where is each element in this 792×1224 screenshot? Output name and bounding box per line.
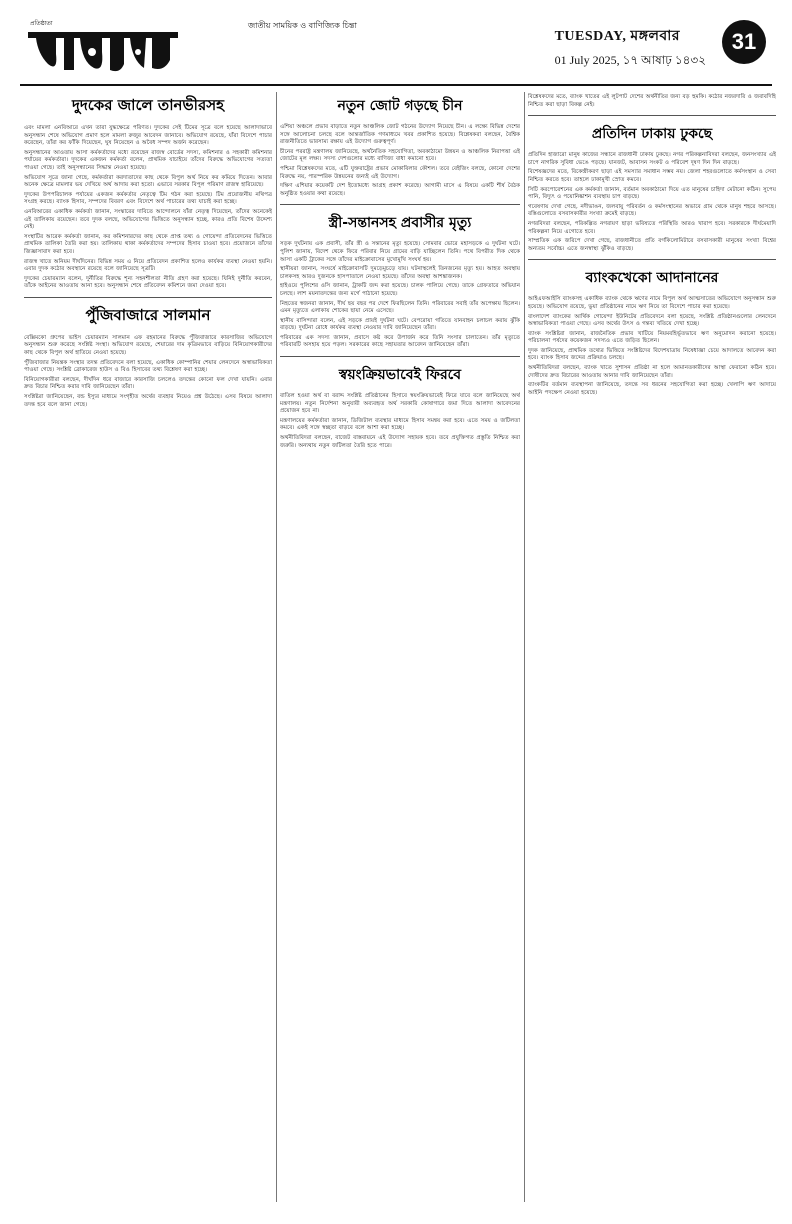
masthead <box>28 18 766 82</box>
dateline-day: TUESDAY, মঙ্গলবার <box>554 29 680 44</box>
newspaper-logo <box>28 18 188 80</box>
paragraph: আইএফআইসি ব্যাংকসহ একাধিক ব্যাংক থেকে ঋণের নামে বিপুল অর্থ আত্মসাতের অভিযোগে অনুসন্ধান শুরু হয়েছে। অভিযোগ রয়েছে, ভুয়া প্রতিষ্ঠানের নামে ঋণ নিয়ে তা বিদেশে পাচার করা হয়েছে। <box>528 296 776 310</box>
paragraph: সংস্থাটির আরেক কর্মকর্তা জানান, কর কমিশনারদের কাছ থেকে প্রাপ্ত তথ্য ও গোয়েন্দা প্রতিবেদনের ভিত্তিতে প্রাথমিক তালিকা তৈরি করা হয়। তালিকায় থাকা কর্মকর্তাদের সম্পদের হিসাব চাওয়া হবে। প্রয়োজনে তাঁদের জিজ্ঞাসাবাদ করা হবে। <box>24 233 272 255</box>
article-headline: প্রতিদিন ঢাকায় ঢুকছে <box>591 126 713 143</box>
paragraph: রাজস্ব খাতে অনিয়ম দীর্ঘদিনের। বিভিন্ন সময় এ নিয়ে প্রতিবেদন প্রকাশিত হলেও কার্যকর ব্যবস্থা নেওয়া হয়নি। এবার দুদক কঠোর অবস্থানে রয়েছে বলে জানিয়েছে সূত্রটি। <box>24 258 272 273</box>
article-headline: স্বয়ংক্রিয়ভাবেই ফিরবে <box>338 367 462 384</box>
paragraph: চীনের পররাষ্ট্র মন্ত্রণালয় জানিয়েছে, অর্থনৈতিক সহযোগিতা, অবকাঠামো উন্নয়ন ও আঞ্চলিক নিরাপত্তা এই জোটের মূল লক্ষ্য। সদস্য দেশগুলোর মধ্যে বাণিজ্য বাধা কমানো হবে। <box>280 148 520 163</box>
article-headline: দুদকের জালে তানভীরসহ <box>71 96 225 114</box>
paragraph: বাতিল হওয়া অর্থ বা বরাদ্দ সংশ্লিষ্ট প্রতিষ্ঠানের হিসাবে স্বয়ংক্রিয়ভাবেই ফিরে যাবে বলে জানিয়েছে অর্থ মন্ত্রণালয়। নতুন নির্দেশনা অনুযায়ী অব্যবহৃত অর্থ সরকারি কোষাগারে জমা দিতে আলাদা আবেদনের প্রয়োজন হবে না। <box>280 393 520 415</box>
article-headline: নতুন জোট গড়ছে চীন <box>337 98 463 114</box>
column-middle <box>280 90 520 1210</box>
paragraph: সাম্প্রতিক এক জরিপে দেখা গেছে, রাজধানীতে প্রতি বর্গকিলোমিটারে বসবাসকারী মানুষের সংখ্যা বিশ্বের অন্যতম সর্বোচ্চ। এতে জনস্বাস্থ্য ঝুঁকিও বাড়ছে। <box>528 238 776 252</box>
paragraph: পরিবারের এক সদস্য জানান, প্রবাসে কষ্ট করে উপার্জন করে তিনি সংসার চালাতেন। তাঁর মৃত্যুতে পরিবারটি অসহায় হয়ে পড়ল। সরকারের কাছে সহায়তার আবেদন জানিয়েছেন তাঁরা। <box>280 334 520 349</box>
paragraph: বিশ্লেষকদের মতে, ব্যাংক খাতের এই লুটপাট দেশের অর্থনীতির জন্য বড় হুমকি। কঠোর নজরদারি ও জবাবদিহি নিশ্চিত করা ছাড়া বিকল্প নেই। <box>528 94 776 108</box>
paragraph: বিশেষজ্ঞদের মতে, বিকেন্দ্রীকরণ ছাড়া এই সমস্যার সমাধান সম্ভব নয়। জেলা শহরগুলোতে কর্মসংস্থান ও সেবা নিশ্চিত করতে হবে। তাহলে ঢাকামুখী স্রোত কমবে। <box>528 169 776 183</box>
article-body <box>280 241 520 350</box>
article-body <box>528 94 776 109</box>
paragraph: পুঁজিবাজার নিয়ন্ত্রক সংস্থার তদন্ত প্রতিবেদনে বলা হয়েছে, একাধিক কোম্পানির শেয়ার লেনদেনে অস্বাভাবিকতা পাওয়া গেছে। সংশ্লিষ্ট ব্রোকারেজ হাউস ও বিও হিসাবের তথ্য বিশ্লেষণ করা হচ্ছে। <box>24 359 272 374</box>
paragraph: গবেষণায় দেখা গেছে, নদীভাঙন, জলবায়ু পরিবর্তন ও কর্মসংস্থানের অভাবে গ্রাম থেকে মানুষ শহরে আসছে। বস্তিগুলোতে বসবাসকারীর সংখ্যা ক্রমেই বাড়ছে। <box>528 203 776 218</box>
article-body <box>24 125 272 291</box>
established-label: প্রতিষ্ঠাতা <box>30 20 53 27</box>
paragraph: বেক্সিমকো গ্রুপের ভাইস চেয়ারম্যান সালমান এফ রহমানের বিরুদ্ধে পুঁজিবাজারে কারসাজির অভিযোগে অনুসন্ধান শুরু করেছে সংশ্লিষ্ট সংস্থা। অভিযোগ রয়েছে, শেয়ারের দাম কৃত্রিমভাবে বাড়িয়ে বিনিয়োগকারীদের কাছ থেকে বিপুল অর্থ হাতিয়ে নেওয়া হয়েছে। <box>24 334 272 357</box>
paragraph: বিনিয়োগকারীরা বলছেন, দীর্ঘদিন ধরে বাজারে কারসাজি চললেও তদন্তের কোনো ফল দেখা যায়নি। এবার দ্রুত বিচার নিশ্চিত করার দাবি জানিয়েছেন তাঁরা। <box>24 376 272 391</box>
dateline-date: 01 July 2025, ১৭ আষাঢ় ১৪৩২ <box>554 53 706 67</box>
article-headline: পুঁজিবাজারে সালমান <box>85 305 211 324</box>
paragraph: অভিযোগ সূত্রে জানা গেছে, কর্মকর্তারা করদাতাদের কাছ থেকে বিপুল অর্থ নিয়ে কর কমিয়ে দিতেন। আবার অনেক ক্ষেত্রে মামলার ভয় দেখিয়ে অর্থ আদায় করা হতো। এভাবে সরকার বিপুল পরিমাণ রাজস্ব হারিয়েছে। <box>24 174 272 189</box>
paragraph: অর্থনীতিবিদরা বলছেন, বাজেট বাস্তবায়নে এই উদ্যোগ সহায়ক হবে। তবে প্রযুক্তিগত প্রস্তুতি নিশ্চিত করা জরুরি। অন্যথায় নতুন জটিলতা তৈরি হতে পারে। <box>280 435 520 449</box>
paragraph: ব্যাংকটির বর্তমান ব্যবস্থাপনা জানিয়েছে, তদন্তে সব ধরনের সহযোগিতা করা হচ্ছে। খেলাপি ঋণ আদায়ে আইনি পদক্ষেপ নেওয়া হয়েছে। <box>528 382 776 396</box>
dateline <box>555 24 706 72</box>
masthead-divider <box>20 84 772 86</box>
article-divider <box>280 356 520 357</box>
article-headline: ব্যাংকখেকো আদানানের <box>585 270 719 287</box>
paragraph: দুদকের চেয়ারম্যান বলেন, দুর্নীতির বিরুদ্ধে শূন্য সহনশীলতা নীতি গ্রহণ করা হয়েছে। যিনিই দুর্নীতি করবেন, তাঁকে আইনের আওতায় আনা হবে। অনুসন্ধান শেষে প্রতিবেদন কমিশনে জমা দেওয়া হবে। <box>24 275 272 290</box>
page-number-badge: 31 <box>722 20 766 64</box>
paragraph: স্থানীয় বাসিন্দারা বলেন, এই সড়কে প্রায়ই দুর্ঘটনা ঘটে। বেপরোয়া গতিতে যানবাহন চলাচল করায় ঝুঁকি বাড়ছে। দুর্ঘটনা রোধে কার্যকর ব্যবস্থা নেওয়ার দাবি জানিয়েছেন তাঁরা। <box>280 317 520 332</box>
column-divider <box>524 92 525 1202</box>
article-divider <box>528 115 776 116</box>
paragraph: এবং মামলা এনবিআরে এখন তারা যুদ্ধক্ষেত্রে পরিণত। দুদকের সেই টিমের সূত্রে বলে হয়েছে আলাদাভাবে অনুসন্ধান শেষে অভিযোগ প্রমাণ হলে মামলা রুজুর আবেদন জানাবে। অভিযোগ রয়েছে, যাঁরা বিদেশে পাচার করেছেন, তাঁরা কর ফাঁকি দিয়েছেন, ঘুষ নিয়েছেন ও অবৈধ সম্পদ অর্জন করেছেন। <box>24 125 272 147</box>
column-right <box>528 90 776 1210</box>
logo-wordmark-icon <box>28 24 178 78</box>
article-divider <box>24 297 272 298</box>
paragraph: এনবিআরের একাধিক কর্মকর্তা জানান, সংস্কারের দাবিতে আন্দোলনে যাঁরা নেতৃত্ব দিয়েছেন, তাঁদের অনেকেই এই তালিকায় রয়েছেন। তবে দুদক বলছে, অভিযোগের ভিত্তিতে অনুসন্ধান হচ্ছে, কারও প্রতি বিশেষ উদ্দেশ্য নেই। <box>24 208 272 231</box>
paragraph: সড়ক দুর্ঘটনায় এক প্রবাসী, তাঁর স্ত্রী ও সন্তানের মৃত্যু হয়েছে। সোমবার ভোরে মহাসড়কে এ দুর্ঘটনা ঘটে। পুলিশ জানায়, বিদেশ থেকে ফিরে পরিবার নিয়ে গ্রামের বাড়ি যাচ্ছিলেন তিনি। পথে বিপরীত দিক থেকে আসা একটি ট্রাকের সঙ্গে তাঁদের মাইক্রোবাসের মুখোমুখি সংঘর্ষ হয়। <box>280 241 520 263</box>
paragraph: নগরবিদরা বলছেন, পরিকল্পিত নগরায়ণ ছাড়া ভবিষ্যতে পরিস্থিতি আরও খারাপ হবে। সরকারকে দীর্ঘমেয়াদি পরিকল্পনা নিয়ে এগোতে হবে। <box>528 220 776 235</box>
article-divider <box>280 204 520 205</box>
paragraph: স্থানীয়রা জানান, সংঘর্ষে মাইক্রোবাসটি দুমড়েমুচড়ে যায়। ঘটনাস্থলেই তিনজনের মৃত্যু হয়। আহত অবস্থায় চালকসহ আরও দুজনকে হাসপাতালে নেওয়া হয়েছে। তাঁদের অবস্থা আশঙ্কাজনক। <box>280 266 520 280</box>
tagline: জাতীয় সাময়িক ও বাণিজ্যিক চিন্তা <box>248 21 357 30</box>
article-body <box>528 296 776 397</box>
article-divider <box>528 259 776 260</box>
paragraph: অর্থনীতিবিদরা বলছেন, ব্যাংক খাতে সুশাসন প্রতিষ্ঠা না হলে আমানতকারীদের আস্থা ফেরানো কঠিন হবে। দোষীদের দ্রুত বিচারের আওতায় আনার দাবি জানিয়েছেন তাঁরা। <box>528 365 776 379</box>
article-body <box>280 124 520 198</box>
paragraph: সংশ্লিষ্টরা জানিয়েছেন, বন্ড ইস্যুর মাধ্যমে সংগৃহীত অর্থের ব্যবহার নিয়েও প্রশ্ন উঠেছে। এসব বিষয়ে আলাদা তদন্ত হবে বলে জানা গেছে। <box>24 394 272 408</box>
column-left <box>24 90 272 1210</box>
article-body <box>528 152 776 253</box>
paragraph: বাংলাদেশ ব্যাংকের আর্থিক গোয়েন্দা ইউনিটের প্রতিবেদনে বলা হয়েছে, সংশ্লিষ্ট প্রতিষ্ঠানগুলোর লেনদেনে অস্বাভাবিকতা পাওয়া গেছে। এসব অর্থের উৎস ও গন্তব্য খতিয়ে দেখা হচ্ছে। <box>528 313 776 328</box>
article-body <box>24 335 272 409</box>
paragraph: দুদক জানিয়েছে, প্রাথমিক তথ্যের ভিত্তিতে সংশ্লিষ্টদের বিদেশযাত্রায় নিষেধাজ্ঞা চেয়ে আদালতে আবেদন করা হবে। ব্যাংক হিসাব জব্দের প্রক্রিয়াও চলছে। <box>528 347 776 362</box>
paragraph: ব্যাংক সংশ্লিষ্টরা জানান, রাজনৈতিক প্রভাব খাটিয়ে নিয়মবহির্ভূতভাবে ঋণ অনুমোদন করানো হয়েছে। পরিচালনা পর্ষদের কয়েকজন সদস্যও এতে জড়িত ছিলেন। <box>528 330 776 345</box>
paragraph: সিটি করপোরেশনের এক কর্মকর্তা জানান, বর্তমান অবকাঠামো দিয়ে এত মানুষের চাহিদা মেটানো কঠিন। সুপেয় পানি, বিদ্যুৎ ও পয়োনিষ্কাশন ব্যবস্থায় চাপ বাড়ছে। <box>528 186 776 201</box>
paragraph: অনুসন্ধানের আওতায় আসা কর্মকর্তাদের মধ্যে রয়েছেন রাজস্ব বোর্ডের সদস্য, কমিশনার ও সহকারী কমিশনার পর্যায়ের কর্মকর্তারা। দুদকের একজন কর্মকর্তা বলেন, প্রাথমিক যাচাইয়ে তাঁদের বিরুদ্ধে অভিযোগের সত্যতা পাওয়া গেছে। তাই অনুসন্ধানের সিদ্ধান্ত নেওয়া হয়েছে। <box>24 149 272 171</box>
paragraph: দক্ষিণ এশিয়ার কয়েকটি দেশ ইতোমধ্যে আগ্রহ প্রকাশ করেছে। আগামী মাসে এ বিষয়ে একটি শীর্ষ বৈঠক অনুষ্ঠিত হওয়ার কথা রয়েছে। <box>280 183 520 197</box>
article-headline: স্ত্রী-সন্তানসহ প্রবাসীর মৃত্যু <box>328 215 472 232</box>
paragraph: পশ্চিমা বিশ্লেষকদের মতে, এটি যুক্তরাষ্ট্রের প্রভাব মোকাবিলার কৌশল। তবে বেইজিং বলছে, কোনো দেশের বিরুদ্ধে নয়, পারস্পরিক উন্নয়নের জন্যই এই উদ্যোগ। <box>280 165 520 180</box>
paragraph: প্রতিদিন হাজারো মানুষ কাজের সন্ধানে রাজধানী ঢাকায় ঢুকছে। নগর পরিকল্পনাবিদরা বলছেন, জনসংখ্যার এই চাপে নাগরিক সুবিধা ভেঙে পড়ছে। যানজট, আবাসন সংকট ও পরিবেশ দূষণ দিন দিন বাড়ছে। <box>528 152 776 166</box>
paragraph: মন্ত্রণালয়ের কর্মকর্তারা জানান, ডিজিটাল ব্যবস্থার মাধ্যমে হিসাব সমন্বয় করা হবে। এতে সময় ও জটিলতা কমবে। একই সঙ্গে স্বচ্ছতা বাড়বে বলে আশা করা হচ্ছে। <box>280 417 520 432</box>
paragraph: হাইওয়ে পুলিশের ওসি জানান, ট্রাকটি জব্দ করা হয়েছে। চালক পালিয়ে গেছে। তাকে গ্রেফতারে অভিযান চলছে। লাশ ময়নাতদন্তের জন্য মর্গে পাঠানো হয়েছে। <box>280 283 520 297</box>
article-body <box>280 393 520 450</box>
column-divider <box>276 92 277 1202</box>
paragraph: দুদকের উপপরিচালক পর্যায়ের একজন কর্মকর্তার নেতৃত্বে টিম গঠন করা হয়েছে। টিম প্রয়োজনীয় নথিপত্র সংগ্রহ করছে। ব্যাংক হিসাব, সম্পদের বিবরণ এবং বিদেশে অর্থ পাচারের তথ্য যাচাই করা হচ্ছে। <box>24 191 272 206</box>
paragraph: নিহতের স্বজনরা জানান, দীর্ঘ ছয় বছর পর দেশে ফিরছিলেন তিনি। পরিবারের সবাই তাঁর অপেক্ষায় ছিলেন। এমন মৃত্যুতে এলাকায় শোকের ছায়া নেমে এসেছে। <box>280 300 520 315</box>
paragraph: এশিয়া অঞ্চলে প্রভাব বাড়াতে নতুন আঞ্চলিক জোট গঠনের উদ্যোগ নিয়েছে চীন। এ লক্ষ্যে বিভিন্ন দেশের সঙ্গে আলোচনা চলছে বলে আন্তর্জাতিক গণমাধ্যমে খবর প্রকাশিত হয়েছে। বিশ্লেষকরা বলছেন, বৈশ্বিক রাজনীতিতে ভারসাম্য রক্ষায় এই উদ্যোগ গুরুত্বপূর্ণ। <box>280 124 520 146</box>
